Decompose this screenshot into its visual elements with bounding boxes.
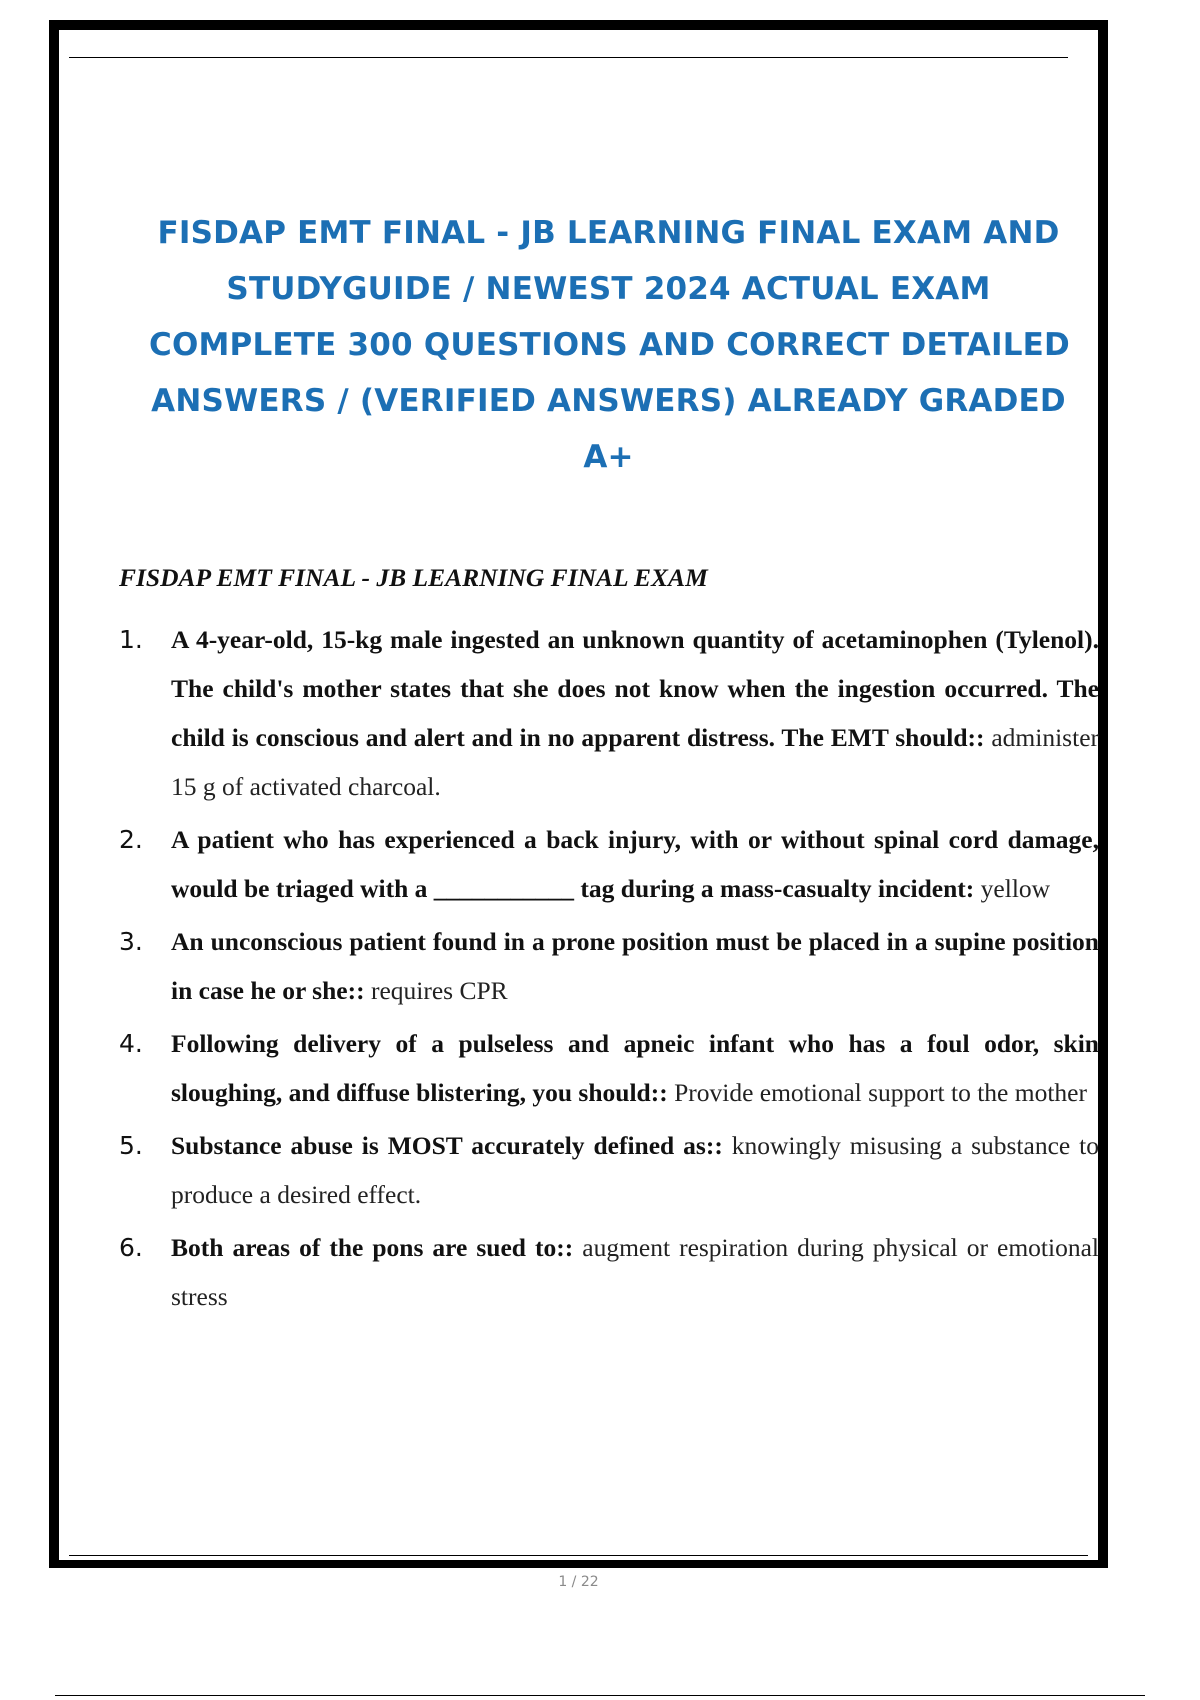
- question-text: An unconscious patient found in a prone position must be placed in a supine position in case he or she::: [171, 927, 1099, 1005]
- question-number: 5.: [119, 1131, 143, 1160]
- question-number: 6.: [119, 1233, 143, 1262]
- answer-text: knowingly misusing a substance to produce a desired effect.: [171, 1131, 1099, 1209]
- question-number: 3.: [119, 927, 143, 956]
- title-line: A+: [583, 439, 634, 475]
- answer-text: yellow: [980, 874, 1051, 903]
- answer-text: augment respiration during physical or emotional stress: [171, 1233, 1099, 1311]
- question-number: 1.: [119, 625, 143, 654]
- title-line: COMPLETE 300 QUESTIONS AND CORRECT DETAILED: [149, 327, 1070, 363]
- question-list: [119, 615, 1129, 1325]
- answer-text: administer 15 g of activated charcoal.: [171, 723, 1099, 801]
- question-item: [119, 1019, 1129, 1117]
- answer-text: Provide emotional support to the mother: [674, 1078, 1087, 1107]
- bottom-rule: [69, 1555, 1088, 1556]
- question-text: Following delivery of a pulseless and apneic infant who has a foul odor, skin sloughing, and diffuse blistering, you should::: [171, 1029, 1099, 1107]
- question-text: Substance abuse is MOST accurately defined as::: [171, 1131, 732, 1160]
- page-number: 1 / 22: [558, 1574, 599, 1590]
- top-rule: [69, 57, 1068, 58]
- page-border: [49, 20, 1108, 1590]
- title-line: ANSWERS / (VERIFIED ANSWERS) ALREADY GRADED: [151, 383, 1066, 419]
- question-item: [119, 815, 1129, 913]
- question-item: [119, 615, 1129, 811]
- question-item: [119, 1223, 1129, 1321]
- question-text: Both areas of the pons are sued to::: [171, 1233, 583, 1262]
- title-line: STUDYGUIDE / NEWEST 2024 ACTUAL EXAM: [226, 271, 991, 307]
- section-heading: FISDAP EMT FINAL - JB LEARNING FINAL EXAM: [119, 563, 708, 592]
- question-number: 4.: [119, 1029, 143, 1058]
- question-text: A 4-year-old, 15-kg male ingested an unknown quantity of acetaminophen (Tylenol). The child's mother states that she does not know when the ingestion occurred. The child is conscious and alert and in no apparent distress. The EMT should::: [171, 625, 1099, 752]
- question-item: [119, 1121, 1129, 1219]
- question-number: 2.: [119, 825, 143, 854]
- answer-text: requires CPR: [370, 976, 508, 1005]
- question-text: A patient who has experienced a back injury, with or without spinal cord damage, would be triaged with a ___________ tag during a mass-casualty incident:: [171, 825, 1099, 903]
- next-page-rule: [55, 1695, 1145, 1696]
- question-item: [119, 917, 1129, 1015]
- document-title: [149, 205, 1068, 485]
- title-line: FISDAP EMT FINAL - JB LEARNING FINAL EXAM AND: [157, 215, 1060, 251]
